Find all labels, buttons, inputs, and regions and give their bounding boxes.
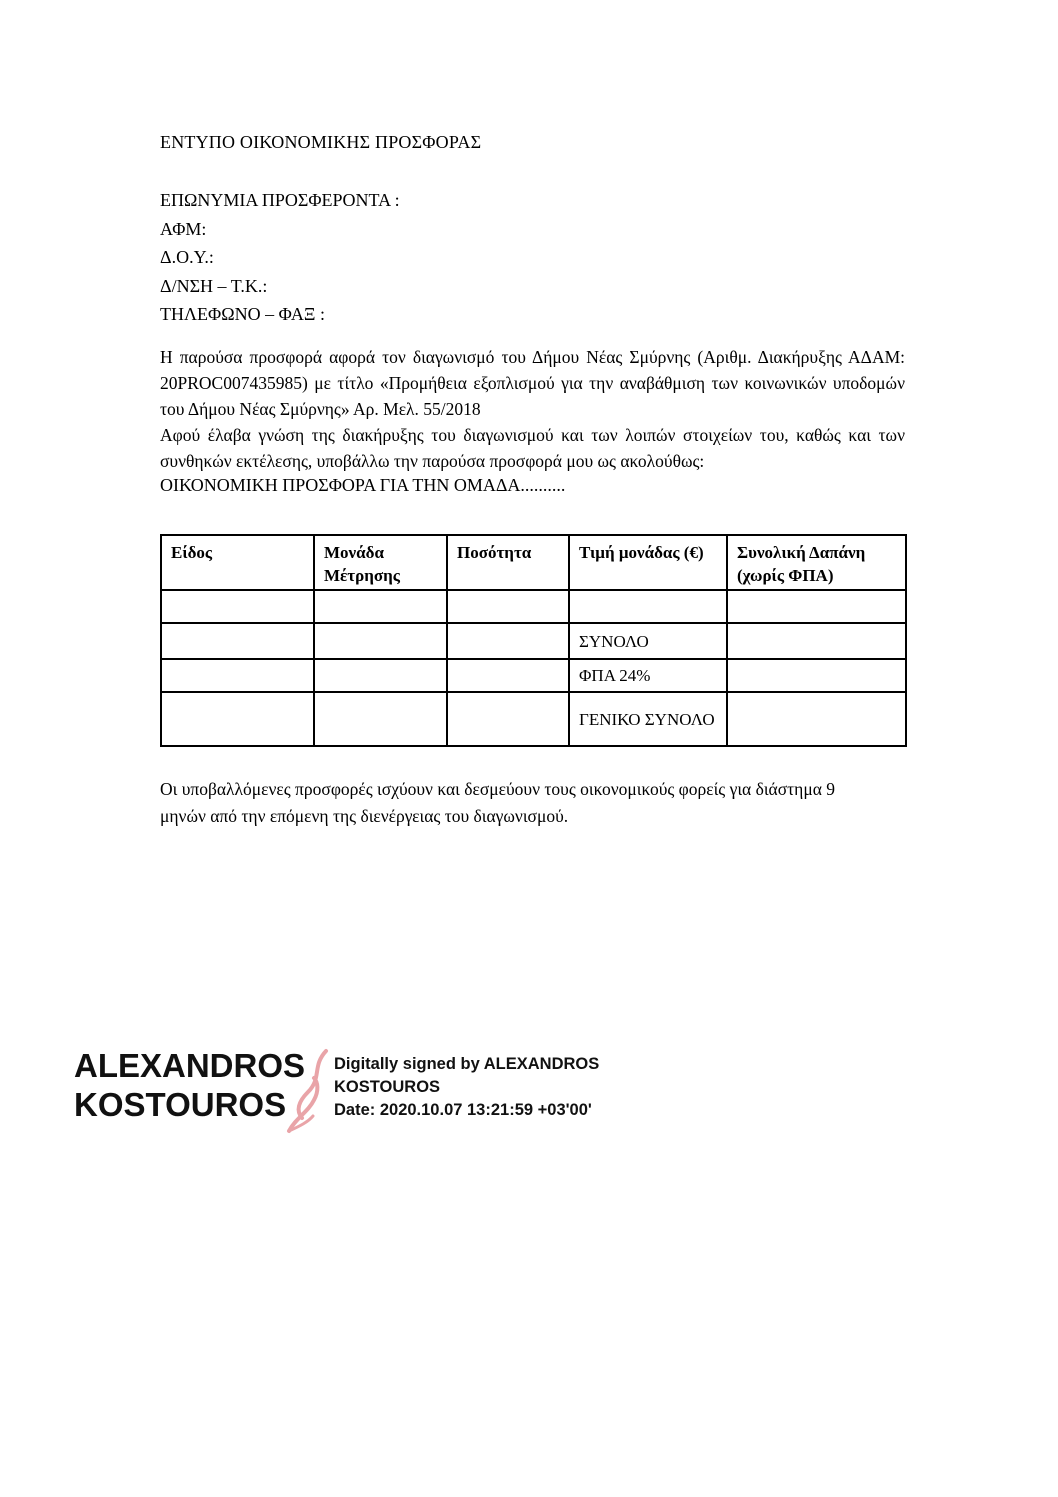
offeror-afm-label: ΑΦΜ: (160, 218, 207, 239)
col-header-total-cost: Συνολική Δαπάνη (χωρίς ΦΠΑ) (727, 535, 906, 590)
col-header-item: Είδος (161, 535, 314, 590)
col-header-quantity: Ποσότητα (447, 535, 569, 590)
signature-detail-line3: Date: 2020.10.07 13:21:59 +03'00' (334, 1101, 592, 1119)
table-cell (314, 692, 447, 746)
table-row (161, 659, 906, 692)
acrobat-signature-icon (286, 1048, 332, 1134)
page-title: ΕΝΤΥΠΟ ΟΙΚΟΝΟΜΙΚΗΣ ΠΡΟΣΦΟΡΑΣ (160, 132, 482, 152)
offeror-doy-label: Δ.Ο.Υ.: (160, 247, 214, 268)
table-cell (161, 623, 314, 659)
signer-name-line1: ALEXANDROS (74, 1047, 306, 1084)
col-header-unit: Μονάδα Μέτρησης (314, 535, 447, 590)
signature-stroke (299, 1051, 326, 1118)
offeror-address-label: Δ/ΝΣΗ – Τ.Κ.: (160, 275, 268, 296)
table-row (161, 590, 906, 623)
table-cell (447, 590, 569, 623)
table-cell (314, 623, 447, 659)
table-cell (314, 590, 447, 623)
offer-group-line: ΟΙΚΟΝΟΜΙΚΗ ΠΡΟΣΦΟΡΑ ΓΙΑ ΤΗΝ ΟΜΑΔΑ.......... (160, 475, 566, 495)
signature-details (334, 1053, 604, 1122)
offeror-name-label: ΕΠΩΝΥΜΙΑ ΠΡΟΣΦΕΡΟΝΤΑ : (160, 190, 400, 210)
table-row (161, 623, 906, 659)
table-cell (727, 659, 906, 692)
table-cell (727, 623, 906, 659)
table-cell (727, 692, 906, 746)
declaration-paragraph: Αφού έλαβα γνώση της διακήρυξης του διαγωνισμού και των λοιπών στοιχείων του, καθώς και των συνθηκών εκτέλεσης, υποβάλλω την παρούσα προσφορά μου ως ακολούθως: (160, 425, 905, 472)
col-header-unit-price: Τιμή μονάδας (€) (569, 535, 727, 590)
signature-signer-name (74, 1046, 304, 1124)
table-cell (727, 590, 906, 623)
grand-total-label-cell: ΓΕΝΙΚΟ ΣΥΝΟΛΟ (569, 692, 727, 746)
table-cell (161, 590, 314, 623)
signature-detail-line2: KOSTOUROS (334, 1078, 441, 1096)
signature-detail-line1: Digitally signed by ALEXANDROS (334, 1055, 600, 1073)
table-row (161, 692, 906, 746)
table-cell (161, 692, 314, 746)
offer-validity-paragraph: Οι υποβαλλόμενες προσφορές ισχύουν και δεσμεύουν τους οικονομικούς φορείς για διάστημα 9 μηνών από την επόμενη της διενέργειας του διαγωνισμού. (160, 779, 836, 826)
table-cell (314, 659, 447, 692)
table-cell (447, 659, 569, 692)
vat-label-cell: ΦΠΑ 24% (569, 659, 727, 692)
table-cell (447, 692, 569, 746)
table-cell (569, 590, 727, 623)
offeror-details (160, 186, 905, 329)
tender-description-paragraph: Η παρούσα προσφορά αφορά τον διαγωνισμό του Δήμου Νέας Σμύρνης (Αριθμ. Διακήρυξης ΑΔΑΜ: 20PROC007435985) με τίτλο «Προμήθεια εξοπλισμού για την αναβάθμιση των κοινωνικών υποδομών του Δήμου Νέας Σμύρνης» Αρ. Μελ. 55/2018 (160, 347, 905, 420)
price-table (160, 534, 907, 747)
table-cell (161, 659, 314, 692)
total-label-cell: ΣΥΝΟΛΟ (569, 623, 727, 659)
table-cell (447, 623, 569, 659)
offeror-phone-label: ΤΗΛΕΦΩΝΟ – ΦΑΞ : (160, 304, 325, 325)
signer-name-line2: KOSTOUROS (74, 1086, 287, 1123)
table-header-row (161, 535, 906, 590)
